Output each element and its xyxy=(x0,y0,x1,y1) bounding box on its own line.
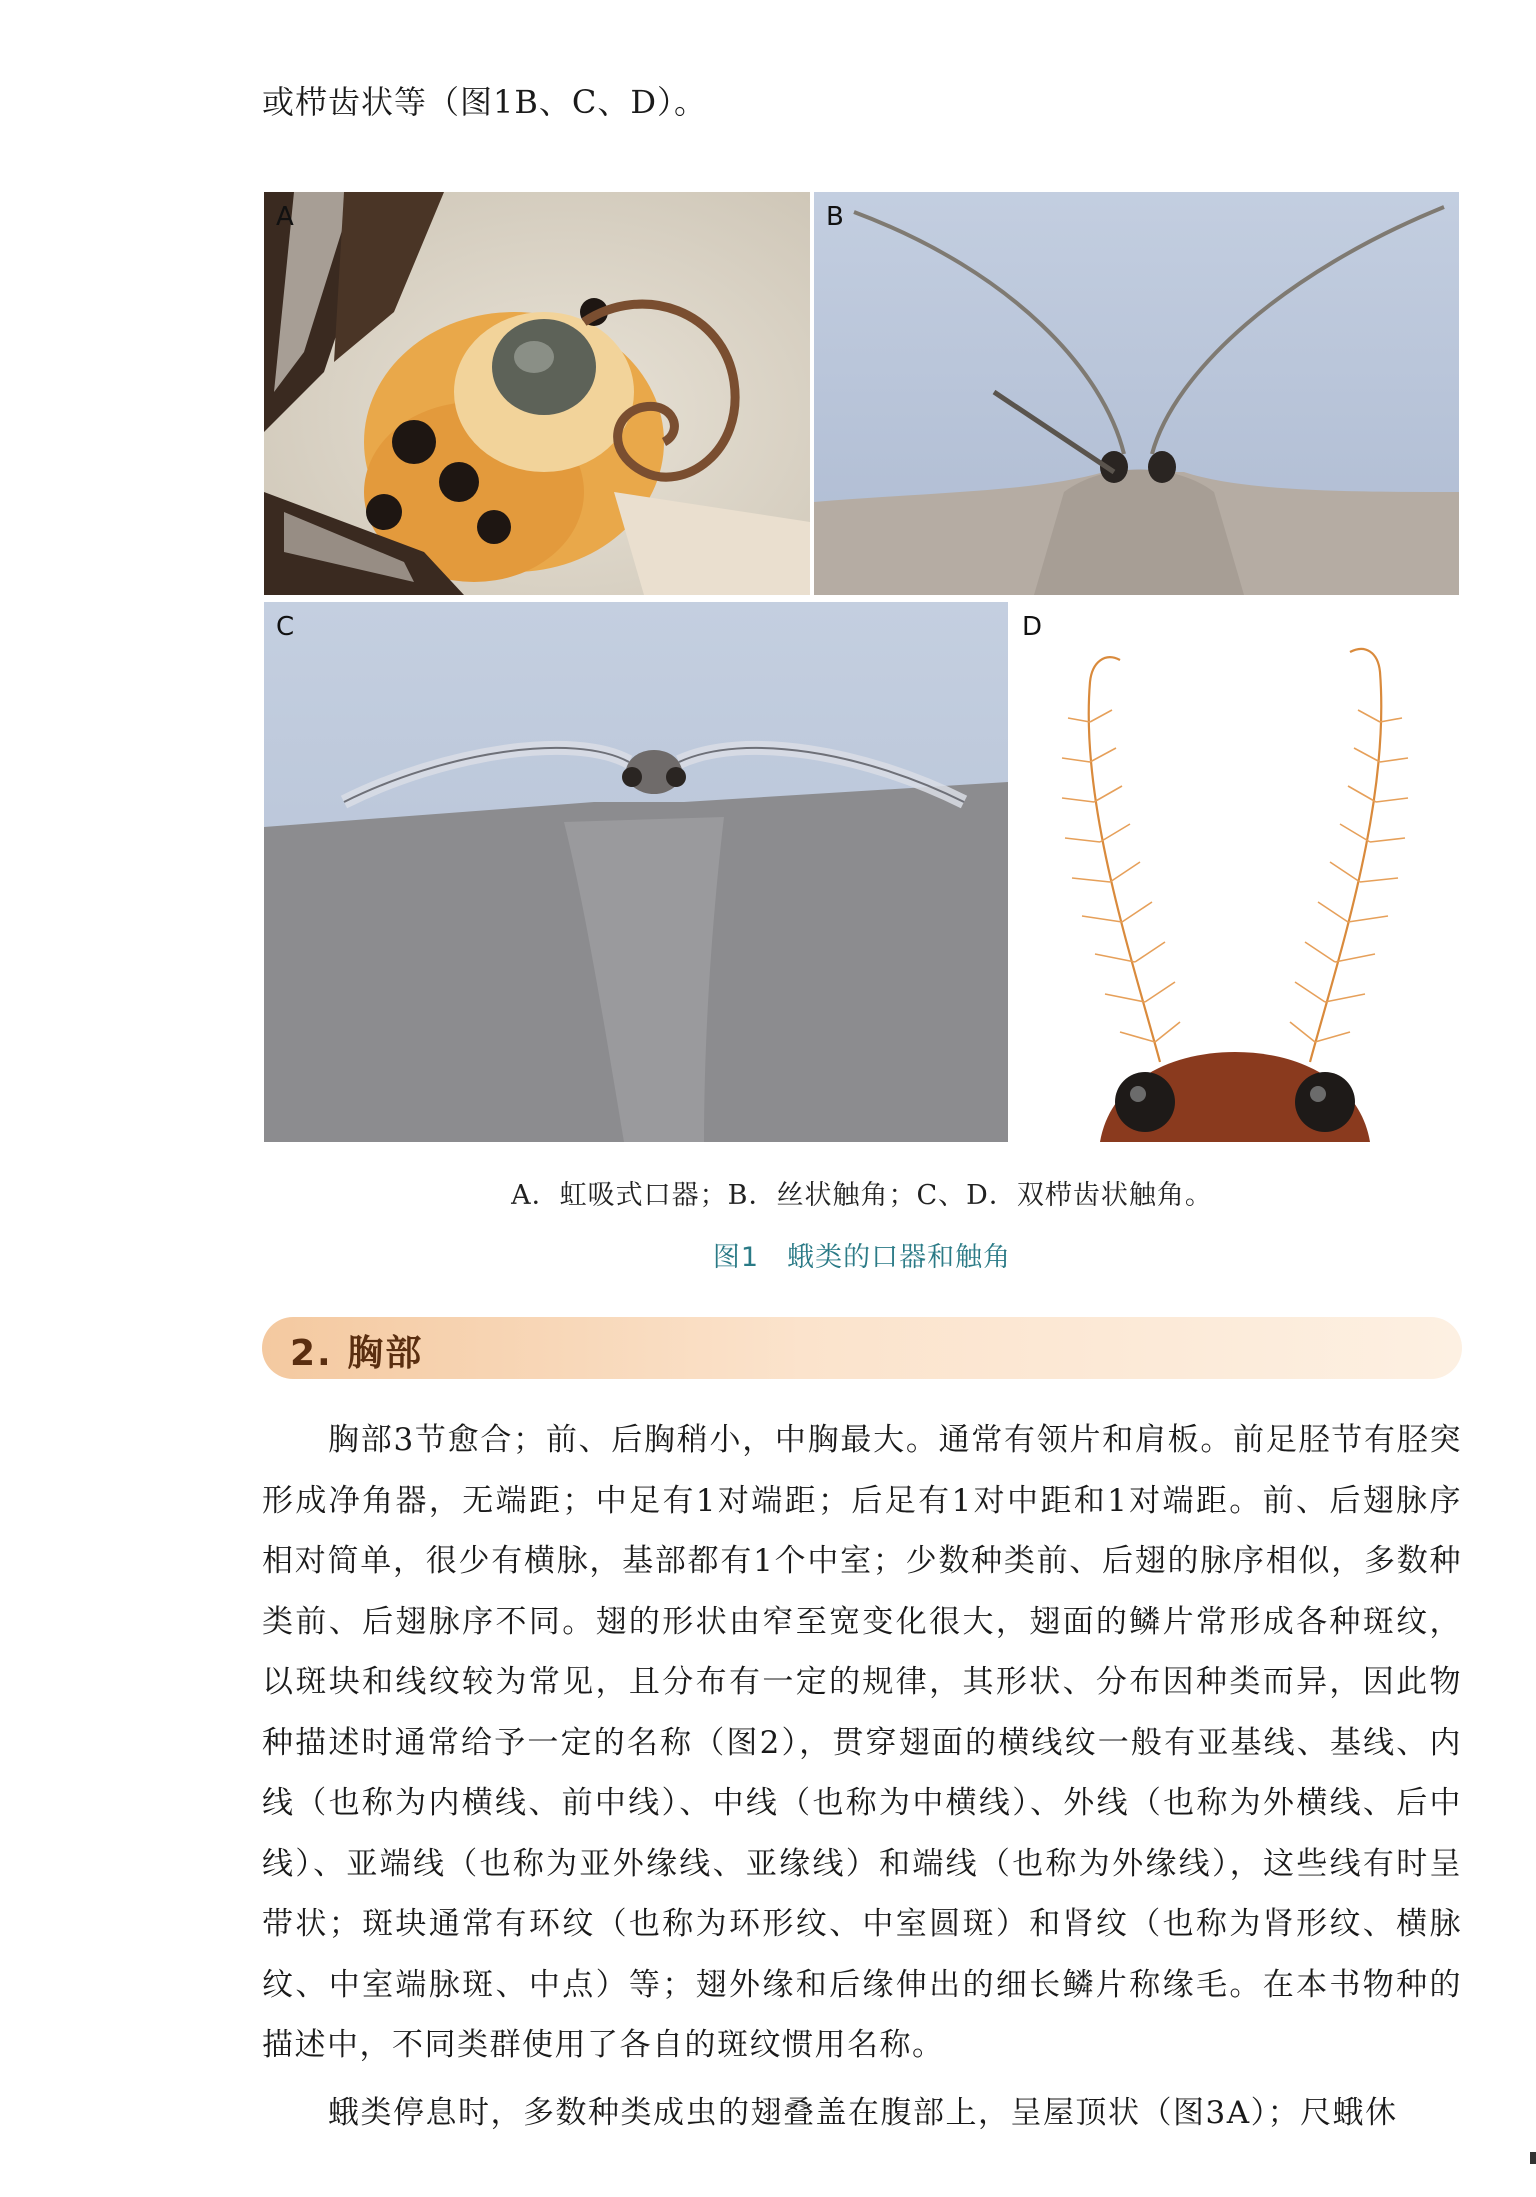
moth-filiform-antennae-image xyxy=(814,192,1459,595)
panel-b-label: B xyxy=(826,202,844,232)
intro-line: 或栉齿状等（图1B、C、D）。 xyxy=(262,83,708,121)
figure-panel-d-photo xyxy=(1010,602,1459,1142)
figure-panel-c-photo xyxy=(264,602,1008,1142)
figure-title: 图1 蛾类的口器和触角 xyxy=(712,1242,1012,1273)
panel-c-label: C xyxy=(276,612,295,642)
page-edge-mark xyxy=(1530,2152,1536,2164)
moth-bipectinate-antennae-closeup-image xyxy=(1010,602,1459,1142)
moth-bipectinate-antennae-image xyxy=(264,602,1008,1142)
section-heading: 2. 胸部 xyxy=(290,1333,424,1374)
body-paragraph-2: 蛾类停息时，多数种类成虫的翅叠盖在腹部上，呈屋顶状（图3A）；尺蛾休 xyxy=(328,2095,1398,2131)
panel-d-label: D xyxy=(1022,612,1043,642)
moth-proboscis-image xyxy=(264,192,810,595)
panel-a-label: A xyxy=(276,202,294,232)
section-heading-bar xyxy=(262,1317,1462,1379)
figure-panel-a-photo xyxy=(264,192,810,595)
body-paragraph-1: 胸部3节愈合；前、后胸稍小，中胸最大。通常有领片和肩板。前足胫节有胫突形成净角器，无端距；中足有1对端距；后足有1对中距和1对端距。前、后翅脉序相对简单，很少有横脉，基部都有1个中室；少数种类前、后翅的脉序相似，多数种类前、后翅脉序不同。翅的形状由窄至宽变化很大，翅面的鳞片常形成各种斑纹，以斑块和线纹较为常见，且分布有一定的规律，其形状、分布因种类而异，因此物种描述时通常给予一定的名称（图2），贯穿翅面的横线纹一般有亚基线、基线、内线（也称为内横线、前中线）、中线（也称为中横线）、外线（也称为外横线、后中线）、亚端线（也称为亚外缘线、亚缘线）和端线（也称为外缘线），这些线有时呈带状；斑块通常有环纹（也称为环形纹、中室圆斑）和肾纹（也称为肾形纹、横脉纹、中室端脉斑、中点）等；翅外缘和后缘伸出的细长鳞片称缘毛。在本书物种的描述中，不同类群使用了各自的斑纹惯用名称。 xyxy=(262,1422,1462,2063)
figure-subcaption: A．虹吸式口器；B．丝状触角；C、D．双栉齿状触角。 xyxy=(511,1180,1213,1211)
figure-panel-b-photo xyxy=(814,192,1459,595)
